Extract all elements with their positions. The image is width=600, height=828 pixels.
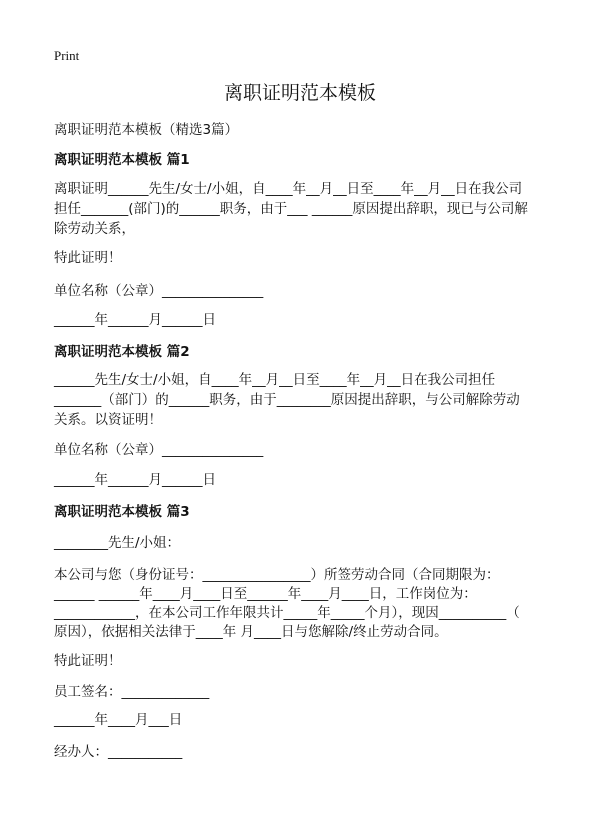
- s3-date: ______年____月___日: [54, 712, 183, 728]
- s2-line: ______先生/女士/小姐，自____年__月__日至____年__月__日在我公司担任: [54, 372, 496, 388]
- s3-cert: 特此证明！: [54, 653, 122, 669]
- s2-unit: 单位名称（公章）_______________: [54, 442, 264, 458]
- subtitle: 离职证明范本模板（精选3篇）: [54, 122, 239, 138]
- page-title: 离职证明范本模板: [223, 82, 376, 104]
- s1-cert: 特此证明！: [54, 250, 122, 266]
- s1-unit: 单位名称（公章）_______________: [54, 283, 264, 299]
- s3-sign: 员工签名：_____________: [54, 684, 210, 700]
- s3-line: ______ ______年____月____日至______年____月____日，工作岗位为：: [54, 586, 477, 602]
- print-link[interactable]: Print: [54, 48, 80, 63]
- s1-line: 离职证明______先生/女士/小姐，自____年__月__日至____年__月__日在我公司: [54, 181, 523, 197]
- s1-date: ______年______月______日: [54, 312, 216, 328]
- s3-line: ____________，在本公司工作年限共计_____年_____个月），现因__________（: [54, 605, 520, 621]
- s3-handler: 经办人：___________: [54, 744, 183, 760]
- section-heading-1: 离职证明范本模板 篇1: [54, 152, 190, 168]
- s2-line: _______（部门）的______职务，由于________原因提出辞职，与公司解除劳动: [54, 392, 520, 408]
- s2-line: 关系。以资证明！: [54, 412, 162, 428]
- s1-line: 除劳动关系，: [54, 221, 135, 237]
- s3-greeting: ________先生/小姐：: [54, 535, 181, 551]
- section-heading-2: 离职证明范本模板 篇2: [54, 344, 190, 360]
- s2-date: ______年______月______日: [54, 472, 216, 488]
- section-heading-3: 离职证明范本模板 篇3: [54, 504, 190, 520]
- s1-line: 担任_______(部门)的______职务，由于___ ______原因提出辞职，现已与公司解: [54, 201, 528, 217]
- s3-line: 原因），依据相关法律于____年 月____日与您解除/终止劳动合同。: [54, 624, 448, 640]
- s3-line: 本公司与您（身份证号：________________）所签劳动合同（合同期限为：: [54, 567, 500, 583]
